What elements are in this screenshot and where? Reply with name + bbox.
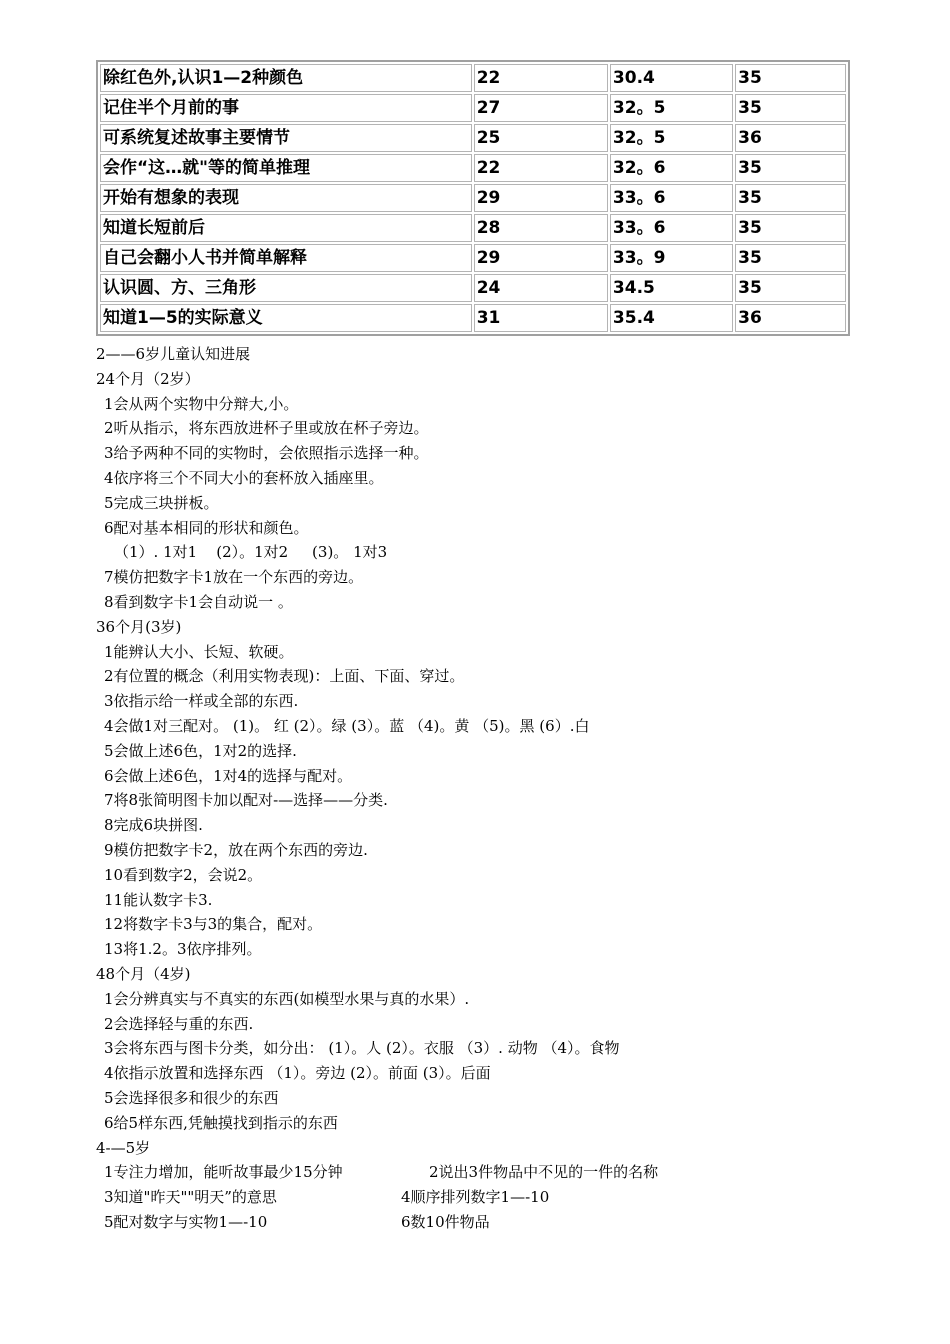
table-cell: 34.5 — [610, 274, 733, 302]
table-row — [100, 94, 846, 122]
list-item: 5配对数字与实物1—-10 — [104, 1212, 268, 1231]
list-item: 6数10件物品 — [401, 1212, 490, 1231]
table-cell: 知道1—5的实际意义 — [100, 304, 472, 332]
table-row — [100, 304, 846, 332]
doc-title: 2——6岁儿童认知进展 — [96, 345, 251, 363]
list-item: 1能辨认大小、长短、软硬。 — [104, 642, 294, 661]
age45-heading: 4-—5岁 — [96, 1138, 151, 1157]
age36-heading: 36个月(3岁) — [96, 617, 182, 636]
table-row — [100, 244, 846, 272]
table-row — [100, 154, 846, 182]
list-item: 2会选择轻与重的东西. — [104, 1014, 254, 1033]
age48-heading: 48个月（4岁) — [96, 964, 191, 983]
table-cell: 35 — [735, 274, 846, 302]
list-item: 5会做上述6色，1对2的选择. — [104, 741, 297, 760]
list-item-pair — [96, 1160, 856, 1185]
list-item-pair — [96, 1210, 856, 1235]
list-item: 1专注力增加，能听故事最少15分钟 — [104, 1163, 343, 1182]
table-cell: 28 — [474, 214, 608, 242]
list-item: 13将1.2。3依序排列。 — [104, 940, 262, 959]
table-row — [100, 274, 846, 302]
list-item: 6会做上述6色，1对4的选择与配对。 — [104, 766, 353, 785]
age24-heading: 24个月（2岁） — [96, 369, 200, 388]
list-item: 7将8张简明图卡加以配对-—选择——分类. — [104, 791, 388, 810]
table-cell: 29 — [474, 184, 608, 212]
list-item: 5完成三块拼板。 — [104, 493, 219, 512]
list-item: 4顺序排列数字1—-10 — [401, 1188, 550, 1207]
table-cell: 知道长短前后 — [100, 214, 472, 242]
list-item: 11能认数字卡3. — [104, 890, 213, 909]
table-cell: 36 — [735, 304, 846, 332]
list-item: 3依指示给一样或全部的东西. — [104, 692, 299, 711]
list-item-pair — [96, 1185, 856, 1210]
table-cell: 36 — [735, 124, 846, 152]
table-cell: 35 — [735, 94, 846, 122]
list-subitem: （1）. 1对1 (2）。1对2 (3)。 1对3 — [114, 543, 388, 562]
table-cell: 33。6 — [610, 214, 733, 242]
table-cell: 29 — [474, 244, 608, 272]
list-item: 9模仿把数字卡2，放在两个东西的旁边. — [104, 840, 368, 859]
list-item: 6配对基本相同的形状和颜色。 — [104, 518, 309, 537]
table-row — [100, 184, 846, 212]
table-cell: 会作“这…就"等的简单推理 — [100, 154, 472, 182]
table-cell: 31 — [474, 304, 608, 332]
list-item: 4依序将三个不同大小的套杯放入插座里。 — [104, 468, 384, 487]
table-cell: 可系统复述故事主要情节 — [100, 124, 472, 152]
list-item: 6给5样东西,凭触摸找到指示的东西 — [104, 1113, 338, 1132]
table-cell: 32。6 — [610, 154, 733, 182]
table-cell: 24 — [474, 274, 608, 302]
list-item: 1会分辨真实与不真实的东西(如模型水果与真的水果）. — [104, 989, 470, 1008]
table-cell: 35 — [735, 184, 846, 212]
table-cell: 25 — [474, 124, 608, 152]
list-item: 10看到数字2，会说2。 — [104, 865, 263, 884]
list-item: 5会选择很多和很少的东西 — [104, 1088, 279, 1107]
list-item: 4会做1对三配对。 (1)。 红 (2）。绿 (3）。蓝 （4)。黄 （5)。黑 (6）.白 — [104, 716, 590, 735]
list-item: 4依指示放置和选择东西 （1）。旁边 (2）。前面 (3）。后面 — [104, 1064, 491, 1083]
table-cell: 记住半个月前的事 — [100, 94, 472, 122]
list-item: 12将数字卡3与3的集合，配对。 — [104, 915, 323, 934]
list-item: 7模仿把数字卡1放在一个东西的旁边。 — [104, 568, 364, 587]
list-item: 8完成6块拼图. — [104, 816, 203, 835]
table-cell: 27 — [474, 94, 608, 122]
table-cell: 认识圆、方、三角形 — [100, 274, 472, 302]
table-cell: 除红色外,认识1—2种颜色 — [100, 64, 472, 92]
milestone-table — [96, 60, 850, 336]
table-cell: 22 — [474, 64, 608, 92]
list-item: 2听从指示，将东西放进杯子里或放在杯子旁边。 — [104, 419, 429, 438]
table-cell: 30.4 — [610, 64, 733, 92]
list-item: 3给予两种不同的实物时，会依照指示选择一种。 — [104, 444, 429, 463]
list-item: 1会从两个实物中分辩大,小。 — [104, 394, 299, 413]
list-item: 2说出3件物品中不见的一件的名称 — [429, 1163, 659, 1182]
table-cell: 32。5 — [610, 124, 733, 152]
table-cell: 自己会翻小人书并简单解释 — [100, 244, 472, 272]
table-row — [100, 64, 846, 92]
table-cell: 35 — [735, 154, 846, 182]
table-cell: 33。6 — [610, 184, 733, 212]
table-cell: 32。5 — [610, 94, 733, 122]
table-cell: 35.4 — [610, 304, 733, 332]
table-cell: 35 — [735, 64, 846, 92]
table-row — [100, 214, 846, 242]
table-row — [100, 124, 846, 152]
table-cell: 35 — [735, 214, 846, 242]
table-cell: 22 — [474, 154, 608, 182]
list-item: 3会将东西与图卡分类，如分出： (1）。人 (2）。衣服 （3）. 动物 （4）。食物 — [104, 1039, 620, 1058]
table-cell: 35 — [735, 244, 846, 272]
list-item: 8看到数字卡1会自动说一 。 — [104, 592, 293, 611]
table-cell: 开始有想象的表现 — [100, 184, 472, 212]
table-cell: 33。9 — [610, 244, 733, 272]
list-item: 3知道"昨天""明天”的意思 — [104, 1188, 277, 1207]
document-page — [96, 60, 856, 1235]
list-item: 2有位置的概念（利用实物表现)：上面、下面、穿过。 — [104, 667, 465, 686]
cognition-section — [96, 342, 856, 1235]
